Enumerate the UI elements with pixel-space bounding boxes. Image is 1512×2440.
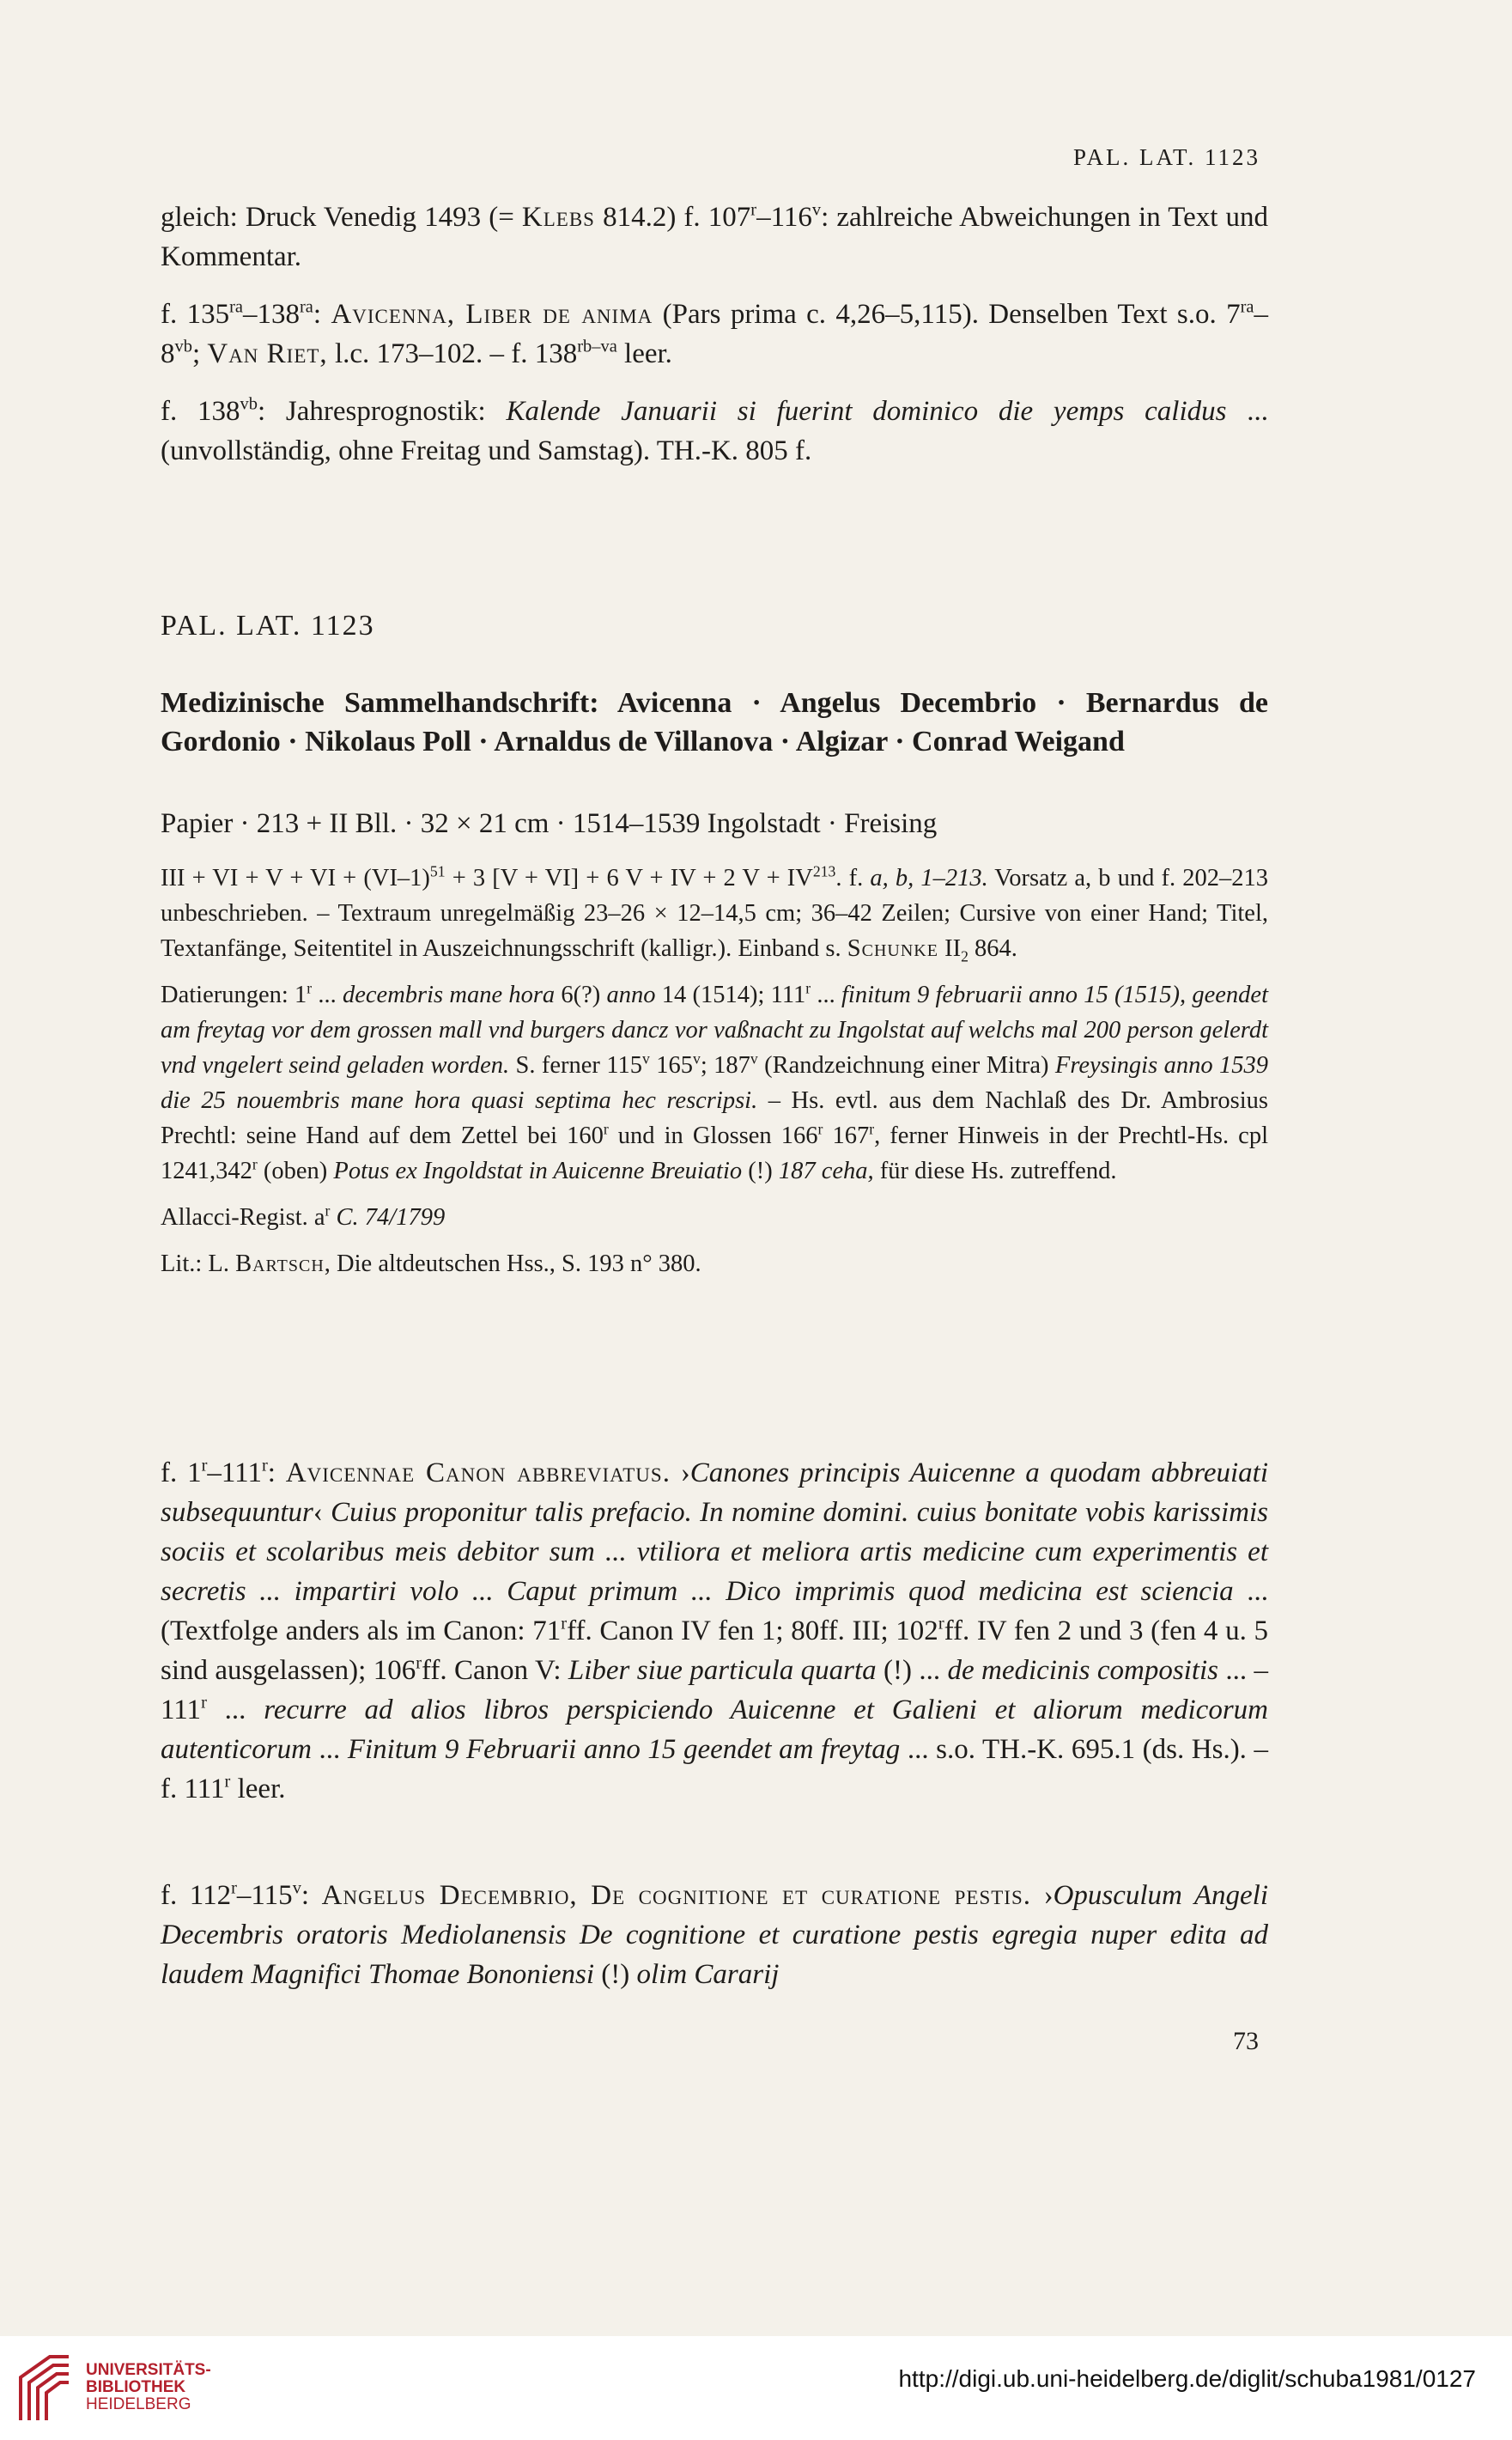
work-title-smallcaps: Angelus Decembrio, De cognitione et curatione pestis. xyxy=(321,1880,1031,1911)
work-title-smallcaps: Avicenna, Liber de anima xyxy=(331,299,653,330)
paragraph-comparison: gleich: Druck Venedig 1493 (= Klebs 814.2) f. 107$^r$–116$^v$: zahlreiche Abweichungen in Text und Kommentar. xyxy=(161,200,1268,272)
manuscript-title: Medizinische Sammelhandschrift: Avicenna · Angelus Decembrio · Bernardus de Gordonio · Nikolaus Poll · Arnaldus de Villanova · Algizar · Conrad Weigand xyxy=(161,687,1268,758)
allacci-register: Allacci-Regist. $a^r$ C. 74/1799 xyxy=(161,1202,446,1231)
editor-smallcaps: Van Riet, xyxy=(207,338,328,369)
previous-entry xyxy=(161,198,1268,471)
library-name: UNIVERSITÄTS- BIBLIOTHEK HEIDELBERG xyxy=(86,2361,211,2413)
codicology-block xyxy=(161,861,1268,1281)
quire-description: III + VI + V + VI + $(VI-1)^{51} + 3$ [V + VI] + 6 V + IV + 2 $V + IV^{213}$. f. a, b, 1–213. Vorsatz a, b und f. 202–213 unbeschrieben. – Textraum unregelmäßig 23–26 × 12–14,5 cm; 36–42 Zeilen; Cursive von einer Hand; Titel, Textanfänge, Seitentitel in Auszeichnungsschrift (kalligr.). Einband s. Schunke $II_2$ 864. xyxy=(161,862,1268,965)
paragraph-avicenna-de-anima: f. $135^{ra}-138^{ra}$: Avicenna, Liber de anima (Pars prima c. 4,26–5,115). Denselben Text s.o. $7^{ra}-8^{vb}$; Van Riet, l.c. 173–102. – f. $138^{rb-va}$ leer. xyxy=(161,297,1269,369)
contents-item-decembrio xyxy=(161,1876,1268,1994)
author-smallcaps: Klebs xyxy=(521,202,595,233)
contents-item-canon xyxy=(161,1453,1268,1809)
library-logo-icon xyxy=(15,2352,74,2425)
footer-bar xyxy=(0,2336,1512,2440)
physical-description xyxy=(161,804,1268,843)
author-smallcaps: Schunke xyxy=(847,935,938,962)
item-de-cognitione-pestis: f. 112$^r$–115$^v$: Angelus Decembrio, De cognitione et curatione pestis. ›Opusculum Angeli Decembris oratoris Mediolanensis De cognitione et curatione pestis egregia nuper edita ad laudem Magnifici Thomae Bononiensi (!) olim Cararij xyxy=(161,1878,1268,1990)
running-head: PAL. LAT. 1123 xyxy=(1072,144,1260,170)
physical-summary: Papier · 213 + II Bll. · 32 × 21 cm · 1514–1539 Ingolstadt · Freising xyxy=(161,808,938,839)
author-smallcaps: Bartsch xyxy=(235,1250,325,1277)
page-number: 73 xyxy=(1233,2027,1259,2055)
dating-paragraph: Datierungen: 1$^r$ ... decembris mane hora 6(?) anno 14 (1514); 111$^r$ ... finitum 9 februarii anno 15 (1515), geendet am freytag vor dem grossen mall vnd burgers dancz vor vaßnacht zu Ingolstat auf welchs mal 200 person gelerdt vnd vngelert seind geladen worden. S. ferner 115$^v$ 165$^v$; 187$^v$ (Randzeichnung einer Mitra) Freysingis anno 1539 die 25 nouembris mane hora quasi septima hec rescripsi. – Hs. evtl. aus dem Nachlaß des Dr. Ambrosius Prechtl: seine Hand auf dem Zettel bei 160$^r$ und in Glossen 166$^r$ 167$^r$, ferner Hinweis in der Prechtl-Hs. cpl 1241,342$^r$ (oben) Potus ex Ingoldstat in Auicenne Breuiatio (!) 187 ceha, für diese Hs. zutreffend. xyxy=(161,979,1268,1184)
work-title-smallcaps: Avicennae Canon abbreviatus. xyxy=(285,1457,671,1488)
manuscript-header xyxy=(161,684,1268,761)
item-canon-abbreviatus: f. 1$^r$–111$^r$: Avicennae Canon abbreviatus. ›Canones principis Auicenne a quodam abbreuiati subsequuntur‹ Cuius proponitur talis prefacio. In nomine domini. cuius bonitate vobis karissimis sociis et scolaribus meis debitor sum ... vtiliora et meliora artis medicine cum experimentis et secretis ... impartiri volo ... Caput primum ... Dico imprimis quod medicina est sciencia ... (Textfolge anders als im Canon: 71$^r$ff. Canon IV fen 1; 80ff. III; 102$^r$ff. IV fen 2 und 3 (fen 4 u. 5 sind ausgelassen); 106$^r$ff. Canon V: Liber siue particula quarta (!) ... de medicinis compositis ... – 111$^r$ ... recurre ad alios libros perspiciendo Auicenne et Galieni et aliorum medicorum autenticorum ... Finitum 9 Februarii anno 15 geendet am freytag ... s.o. TH.-K. 695.1 (ds. Hs.). – f. 111$^r$ leer. xyxy=(161,1456,1269,1804)
section-heading: PAL. LAT. 1123 xyxy=(161,610,375,642)
permalink-url[interactable]: http://digi.ub.uni-heidelberg.de/diglit/schuba1981/0127 xyxy=(898,2365,1476,2392)
paragraph-jahresprognostik: f. $138^{vb}$: Jahresprognostik: Kalende Januarii si fuerint dominico die yemps calidus ... (unvollständig, ohne Freitag und Samstag). TH.-K. 805 f. xyxy=(161,394,1268,466)
literature-reference: Lit.: L. Bartsch, Die altdeutschen Hss., S. 193 n° 380. xyxy=(161,1250,701,1277)
